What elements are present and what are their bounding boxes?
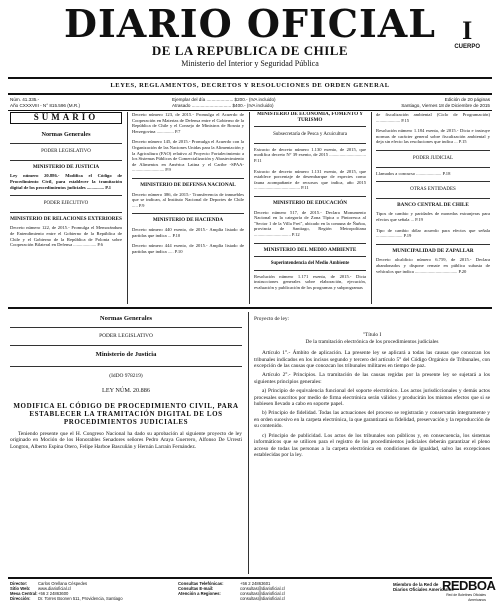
divider [8, 93, 492, 95]
logo-caption: Red de Boletines Oficiales Americanos [446, 593, 486, 602]
price-back: Atrasado ............................... $400.- (IVA incluido) [172, 103, 274, 108]
summary-entry[interactable]: Resolución número 1.184 exenta, de 2015.- Dicta e instruye normas de carácter general sobre fiscalización ambiental y deja sin efecto las resoluciones que indica ... P.15 [376, 128, 490, 145]
divider [8, 77, 492, 79]
email-link[interactable]: consultas@diarioficial.cl [240, 596, 285, 601]
laws-banner: LEYES, REGLAMENTOS, DECRETOS Y RESOLUCIONES DE ORDEN GENERAL [110, 82, 390, 89]
summary-entry[interactable]: Extracto de decreto número 1.130 exento, de 2015, que modifica decreto N° 39 exento, de 2015 ................................ P.11 [254, 146, 366, 163]
body-law-number: LEY NÚM. 20.886 [102, 386, 150, 394]
summary-branch: PODER LEGISLATIVO [41, 149, 91, 155]
issue-number: Núm. 41.335.- [10, 97, 40, 102]
body-lead: Proyecto de ley: [254, 316, 290, 322]
summary-ministry: MINISTERIO DE EDUCACIÓN [272, 199, 348, 206]
body-right [254, 312, 490, 574]
summary-branch: PODER JUDICIAL [412, 155, 454, 161]
summary-entry[interactable]: de fiscalización ambiental (Ciclo de Programación) ..................... P.15 [376, 112, 490, 123]
summary-entry[interactable]: Resolución número 1.171 exenta, de 2015.- Dicta instrucciones generales sobre elaboración, ejecución, evaluación y publicación de los programas y subprogramas [254, 273, 366, 290]
summary-col-2 [132, 112, 244, 304]
summary-entry[interactable]: Decreto número 122, de 2015.- Promulga el Memorándum de Entendimiento entre el Gobierno de la República de Chile y el Gobierno de la República de Polonia sobre Cooperación Bilateral en Defensa .................... P.6 [10, 225, 122, 248]
body-heading: "Título I [362, 332, 382, 339]
website-link[interactable]: www.diarioficial.cl [38, 586, 71, 591]
summary-entry[interactable]: Tipos de cambio y paridades de monedas extranjeras para efectos que señala ... P.19 [376, 211, 490, 222]
body-law-title: MODIFICA EL CÓDIGO DE PROCEDIMIENTO CIVIL, PARA ESTABLECER LA TRAMITACIÓN DIGITAL DE LOS PROCEDIMIENTOS JUDICIALES [13, 402, 239, 427]
body-paragraph: Artículo 1°.- Ámbito de aplicación. La presente ley se aplicará a todas las causas que conozcan los tribunales indicados en los incisos segundo y tercero del artículo 5° del Código Orgánico de Tribunales, con excepción de las causas que conozcan los tribunales militares en tiempo de paz. [254, 350, 490, 370]
red-member-text: Miembro de la Red de Diarios Oficiales Americanos [393, 582, 454, 593]
edition-label: CUERPO [454, 44, 480, 50]
meta-left [10, 97, 80, 109]
summary-entry[interactable]: Tipo de cambio dólar acuerdo para efectos que señala ....................... P.19 [376, 227, 490, 239]
director-name: Carlos Orellana Céspedes [38, 581, 88, 586]
sumario-heading: SUMARIO [10, 112, 122, 124]
summary-entry[interactable]: Decreto número 123, de 2015.- Promulga el Acuerdo de Cooperación en Materias de Defensa entre el Gobierno de la República de Chile y el Consejo de Ministros de Bosnia y Herzegovina ............... P.7 [132, 112, 244, 134]
summary-ministry: MINISTERIO DE HACIENDA [152, 217, 224, 224]
summary-col-1 [10, 112, 122, 304]
summary-subsecretaria: Subsecretaría de Pesca y Acuicultura [273, 132, 347, 138]
summary-ministry: MINISTERIO DE JUSTICIA [32, 163, 100, 170]
edition-block [454, 18, 480, 50]
body-paragraph: Artículo 2°.- Principios. La tramitación de las causas regidas por la presente ley se sujetará a los siguientes principios generales: [254, 372, 490, 385]
meta-center [172, 97, 276, 109]
summary-entry[interactable]: Decreto número 440 exento, de 2015.- Amplía listado de partidas que indica ... P.10 [132, 226, 244, 238]
summary-entry[interactable]: Decreto número 145, de 2015.- Promulga el Acuerdo con la Organización de las Naciones Unidas para la Alimentación y la Agricultura (FAO) relativo al Proyecto Fortalecimiento a los Sistemas Públicos de Comercialización y Abastecimiento de Alimentos en América Latina y el Caribe -SPAA- ............................ P.9 [132, 139, 244, 173]
summary-ministry: BANCO CENTRAL DE CHILE [397, 201, 469, 208]
summary-ministry: MINISTERIO DE DEFENSA NACIONAL [140, 181, 236, 188]
phone-number: +56 2 24863600 [38, 591, 69, 596]
price-today: Ejemplar del día ..................... $200.- (IVA incluido) [172, 97, 276, 102]
body-paragraph: b) Principio de fidelidad. Todas las actuaciones del proceso se registrarán y conservarán íntegramente y en orden sucesivo en la carpeta electrónica, la que garantizará su fidelidad, preservación y la reproducción de su contenido. [254, 410, 490, 430]
body-id-code: (IdDO 978219) [109, 373, 143, 380]
redboa-logo [442, 578, 496, 602]
summary-ministry: MINISTERIO DEL MEDIO AMBIENTE [263, 246, 357, 253]
body-ministry: Ministerio de Justicia [95, 350, 157, 358]
logo-red-text: RED [442, 578, 468, 593]
issue-date: Santiago, Viernes 18 de Diciembre de 2015 [401, 103, 490, 108]
edition-number: I [462, 16, 473, 45]
summary-ministry: MINISTERIO DE ECONOMÍA, FOMENTO Y TURISMO [257, 112, 363, 123]
body-paragraph: c) Principio de publicidad. Los actos de los tribunales son públicos y, en consecuencia, los sistemas informáticos que se utilicen para el registro de los procedimientos judiciales deberán garantizar el pleno acceso de todas las personas a la carpeta electrónica en condiciones de igualdad, salvo las excepciones establecidas por la ley. [254, 432, 490, 458]
masthead [0, 1, 500, 74]
body-left [10, 312, 242, 574]
summary-entry[interactable]: Llamados a concurso ...................... P.18 [376, 170, 451, 176]
email-link[interactable]: consultas@diarioficial.cl [240, 586, 285, 591]
summary-superintendencia: Superintendencia del Medio Ambiente [270, 261, 350, 267]
summary-ministry: MUNICIPALIDAD DE ZAPALLAR [392, 247, 474, 254]
body-paragraph: Teniendo presente que el H. Congreso Nacional ha dado su aprobación al siguiente proyecto de ley originado en Moción de los Honorables Senadores señores Pedro Araya Guerrero, Alfonso De Urresti Longton, Alberto Espina Otero, Felipe Harboe Bascuñán y Hernán Larraín Fernández. [10, 431, 242, 450]
body-section: Normas Generales [99, 315, 153, 322]
summary-branch: OTRAS ENTIDADES [410, 187, 456, 193]
address: Dr. Torres Boonen 511, Providencia, Santiago [38, 596, 123, 601]
summary-section: Normas Generales [41, 130, 91, 138]
divider [8, 110, 492, 111]
masthead-subtitle: DE LA REPUBLICA DE CHILE [151, 43, 349, 58]
masthead-ministry: Ministerio del Interior y Seguridad Pública [181, 59, 319, 68]
masthead-title: DIARIO OFICIAL [64, 1, 436, 46]
summary-branch: PODER EJECUTIVO [43, 201, 89, 207]
summary-col-3 [254, 112, 366, 304]
divider [8, 307, 492, 309]
footer-contact: Director: Carlos Orellana Céspedes Sitio Web: www.diarioficial.cl Mesa Central: +56 2 24863600 Dirección: Dr. Torres Boonen 511, Providencia, Santiago [10, 581, 123, 601]
summary-ministry: MINISTERIO DE RELACIONES EXTERIORES [10, 215, 122, 222]
meta-right [401, 97, 490, 109]
summary-col-4 [376, 112, 490, 304]
summary-entry[interactable]: Extracto de decreto número 1.131 exento, de 2015, que establece porcentaje de desembarque de especies como fauna acompañante de recursos que indica, año 2015 ........................................ P.11 [254, 168, 366, 191]
summary-entry[interactable]: Decreto número 517, de 2015.- Declara Monumento Nacional en la categoría de Zona Típica o Pintoresca al "Sector 1 de la Villa Frei", ubicado en la comuna de Ñuñoa, provincia de Santiago, Región Metropolitana ................................ P.12 [254, 209, 366, 237]
summary-entry[interactable]: Decreto alcaldicio número 6.759, de 2015.- Declara abandonados y dispone remate en pública subasta de vehículos que indica ..................................... P.20 [376, 257, 490, 274]
summary-entry[interactable]: Decreto número 444 exento, de 2015.- Amplía listado de partidas que indica ..... P.10 [132, 243, 244, 254]
summary-entry[interactable]: Decreto número 386, de 2015.- Transferencia de inmuebles que se indican, al Instituto Nacional de Deportes de Chile ..... P.9 [132, 191, 244, 208]
body-paragraph: a) Principio de equivalencia funcional del soporte electrónico. Los actos jurisdiccionales y demás actos procesales suscritos por medio de firma electrónica serán válidos y producirán los mismos efectos que si se hubiesen llevado a cabo en soporte papel. [254, 388, 490, 408]
year-number: Año CXXXVIII - N° 815.596 (M.R.) [10, 103, 81, 108]
body-branch: PODER LEGISLATIVO [99, 333, 153, 340]
logo-boa-text: BOA [467, 578, 496, 593]
footer-consultas: Consultas Telefónicas: +56 2 24863601 Consultas E-mail: consultas@diarioficial.cl Atención a Regiones: consultas@diarioficial.cl consultas@diarioficial.cl [178, 581, 285, 601]
email-link[interactable]: consultas@diarioficial.cl [240, 591, 285, 596]
summary-entry[interactable]: Ley número 20.886.- Modifica el Código de Procedimiento Civil, para establecer la tramitación digital de los procedimientos judiciales ............... P.1 [10, 173, 122, 190]
body-heading: De la tramitación electrónica de los procedimientos judiciales [305, 338, 439, 345]
footer [8, 578, 496, 602]
page-count: Edición de 20 páginas [444, 97, 490, 102]
